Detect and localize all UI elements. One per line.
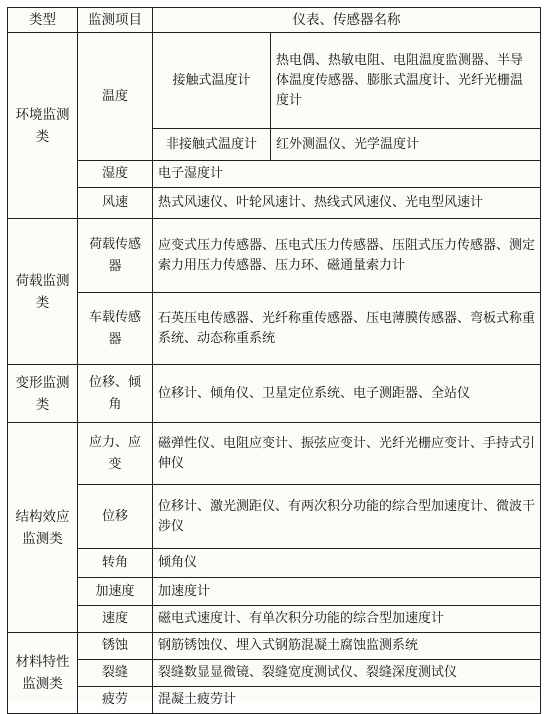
instruments-vehicle-sensor: 石英压电传感器、光纤称重传感器、压电薄膜传感器、弯板式称重系统、动态称重系统 [153,293,541,365]
instruments-displacement: 位移计、激光测距仪、有两次积分功能的综合型加速度计、微波干涉仪 [153,485,541,549]
category-environment: 环境监测类 [8,33,78,219]
item-temperature: 温度 [78,33,153,161]
instruments-load-sensor: 应变式压力传感器、压电式压力传感器、压阻式压力传感器、测定索力用压力传感器、压力环、磁通量索力计 [153,219,541,293]
instruments-humidity: 电子湿度计 [153,161,541,188]
header-type: 类型 [8,8,78,33]
table-row [8,578,541,606]
table-row [8,549,541,578]
sub-contact-thermometer: 接触式温度计 [153,33,271,129]
item-load-sensor: 荷载传感器 [78,219,153,293]
instruments-contact-thermometer: 热电偶、热敏电阻、电阻温度监测器、半导体温度传感器、膨胀式温度计、光纤光栅温度计 [271,33,541,129]
instruments-fatigue: 混凝土疲劳计 [153,687,541,714]
category-load: 荷载监测类 [8,219,78,365]
item-stress-strain: 应力、应变 [78,423,153,485]
document-page [7,7,540,707]
instruments-stress-strain: 磁弹性仪、电阻应变计、振弦应变计、光纤光栅应变计、手持式引伸仪 [153,423,541,485]
category-deformation: 变形监测类 [8,365,78,423]
category-material-property: 材料特性监测类 [8,633,78,714]
item-acceleration: 加速度 [78,578,153,606]
instruments-acceleration: 加速度计 [153,578,541,606]
table-row [8,33,541,129]
item-vehicle-sensor: 车载传感器 [78,293,153,365]
table-row [8,219,541,293]
table-row [8,687,541,714]
instruments-displacement-tilt: 位移计、倾角仪、卫星定位系统、电子测距器、全站仪 [153,365,541,423]
item-corrosion: 锈蚀 [78,633,153,660]
item-humidity: 湿度 [78,161,153,188]
sub-noncontact-thermometer: 非接触式温度计 [153,129,271,161]
table-row [8,485,541,549]
table-row [8,660,541,687]
item-wind-speed: 风速 [78,188,153,219]
table-row [8,423,541,485]
instruments-velocity: 磁电式速度计、有单次积分功能的综合型加速度计 [153,606,541,633]
item-rotation: 转角 [78,549,153,578]
table-row [8,188,541,219]
table-header-row [8,8,541,33]
item-crack: 裂缝 [78,660,153,687]
item-displacement-tilt: 位移、倾角 [78,365,153,423]
instruments-rotation: 倾角仪 [153,549,541,578]
table-row [8,606,541,633]
item-velocity: 速度 [78,606,153,633]
item-displacement: 位移 [78,485,153,549]
category-structural-effect: 结构效应监测类 [8,423,78,633]
table-row [8,365,541,423]
instruments-crack: 裂缝数显显微镜、裂缝宽度测试仪、裂缝深度测试仪 [153,660,541,687]
instruments-noncontact-thermometer: 红外测温仪、光学温度计 [271,129,541,161]
table-row [8,161,541,188]
instruments-wind-speed: 热式风速仪、叶轮风速计、热线式风速仪、光电型风速计 [153,188,541,219]
table-row [8,633,541,660]
instrument-sensor-table [7,7,541,714]
header-instrument-name: 仪表、传感器名称 [153,8,541,33]
item-fatigue: 疲劳 [78,687,153,714]
instruments-corrosion: 钢筋锈蚀仪、埋入式钢筋混凝土腐蚀监测系统 [153,633,541,660]
header-monitoring-item: 监测项目 [78,8,153,33]
table-row [8,293,541,365]
